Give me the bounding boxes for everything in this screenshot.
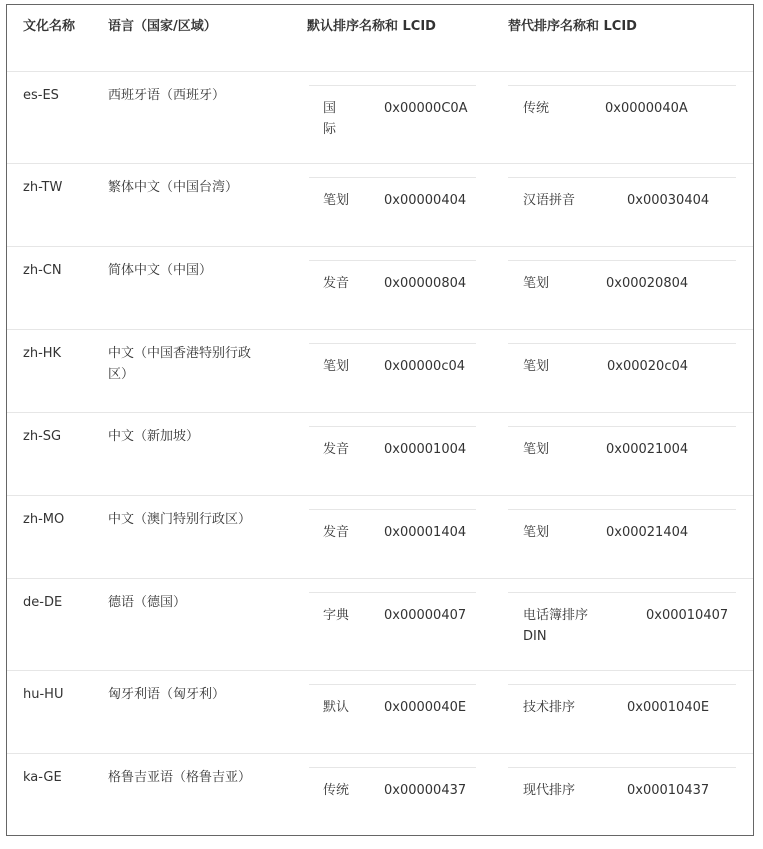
- alternate-sort-name: 笔划: [523, 276, 550, 291]
- alternate-sort-name: 电话簿排序 DIN: [523, 608, 589, 644]
- default-sort-name: 发音: [323, 442, 350, 457]
- alternate-sort-lcid: 0x00021004: [606, 442, 689, 457]
- sub-table-divider: [309, 85, 476, 86]
- language-name: 匈牙利语（匈牙利）: [108, 687, 226, 702]
- culture-name: hu-HU: [23, 687, 64, 702]
- culture-name: zh-MO: [23, 512, 65, 527]
- sort-order-table: [6, 4, 754, 836]
- culture-name: es-ES: [23, 88, 59, 103]
- alternate-sort-name: 笔划: [523, 359, 550, 374]
- culture-name: zh-CN: [23, 263, 62, 278]
- default-sort-lcid: 0x00000437: [384, 783, 467, 798]
- alternate-sort-name: 汉语拼音: [523, 193, 576, 208]
- culture-name: ka-GE: [23, 770, 62, 785]
- culture-name: de-DE: [23, 595, 63, 610]
- alternate-sort-name: 传统: [523, 101, 550, 116]
- default-sort-lcid: 0x00001004: [384, 442, 467, 457]
- default-sort-name: 传统: [323, 783, 350, 798]
- alternate-sort-name: 现代排序: [523, 783, 576, 798]
- alternate-sort-lcid: 0x00020804: [606, 276, 689, 291]
- header-language: 语言（国家/区域）: [108, 19, 217, 34]
- table-row: [7, 246, 753, 330]
- alternate-sort-name: 笔划: [523, 442, 550, 457]
- table-row: [7, 578, 753, 671]
- table-row: [7, 495, 753, 579]
- table-row: [7, 412, 753, 496]
- sub-table-divider: [309, 343, 476, 344]
- default-sort-lcid: 0x00000404: [384, 193, 467, 208]
- alternate-sort-lcid: 0x00010437: [627, 783, 710, 798]
- sub-table-divider: [309, 684, 476, 685]
- sub-table-divider: [508, 592, 736, 593]
- default-sort-lcid: 0x00000C0A: [384, 101, 468, 116]
- table-row: [7, 71, 753, 164]
- language-name: 中文（中国香港特别行政区）: [108, 346, 252, 382]
- sub-table-divider: [508, 343, 736, 344]
- header-default-sort: 默认排序名称和 LCID: [307, 19, 436, 34]
- alternate-sort-name: 技术排序: [523, 700, 576, 715]
- default-sort-name: 国际: [323, 101, 337, 137]
- table-row: [7, 753, 753, 836]
- sub-table-divider: [508, 85, 736, 86]
- language-name: 中文（澳门特别行政区）: [108, 512, 252, 527]
- sub-table-divider: [508, 177, 736, 178]
- sub-table-divider: [508, 426, 736, 427]
- default-sort-lcid: 0x0000040E: [384, 700, 467, 715]
- alternate-sort-lcid: 0x00010407: [646, 608, 729, 623]
- language-name: 简体中文（中国）: [108, 263, 213, 278]
- table-row: [7, 670, 753, 754]
- default-sort-name: 默认: [323, 700, 350, 715]
- sub-table-divider: [309, 592, 476, 593]
- sub-table-divider: [508, 509, 736, 510]
- default-sort-name: 字典: [323, 608, 350, 623]
- sub-table-divider: [508, 260, 736, 261]
- language-name: 中文（新加坡）: [108, 429, 200, 444]
- sub-table-divider: [508, 767, 736, 768]
- table-row: [7, 329, 753, 413]
- default-sort-name: 发音: [323, 276, 350, 291]
- table-header-row: [7, 5, 753, 71]
- language-name: 繁体中文（中国台湾）: [108, 180, 239, 195]
- default-sort-lcid: 0x00000c04: [384, 359, 466, 374]
- alternate-sort-lcid: 0x00030404: [627, 193, 710, 208]
- default-sort-lcid: 0x00000804: [384, 276, 467, 291]
- default-sort-lcid: 0x00001404: [384, 525, 467, 540]
- sub-table-divider: [309, 260, 476, 261]
- culture-name: zh-HK: [23, 346, 62, 361]
- culture-name: zh-TW: [23, 180, 63, 195]
- default-sort-name: 笔划: [323, 359, 350, 374]
- culture-name: zh-SG: [23, 429, 62, 444]
- language-name: 格鲁吉亚语（格鲁吉亚）: [108, 770, 252, 785]
- alternate-sort-lcid: 0x00021404: [606, 525, 689, 540]
- default-sort-name: 笔划: [323, 193, 350, 208]
- sub-table-divider: [309, 767, 476, 768]
- language-name: 德语（德国）: [108, 595, 187, 610]
- default-sort-lcid: 0x00000407: [384, 608, 467, 623]
- language-name: 西班牙语（西班牙）: [108, 88, 226, 103]
- alternate-sort-lcid: 0x00020c04: [607, 359, 689, 374]
- default-sort-name: 发音: [323, 525, 350, 540]
- alternate-sort-name: 笔划: [523, 525, 550, 540]
- alternate-sort-lcid: 0x0001040E: [627, 700, 710, 715]
- sub-table-divider: [309, 509, 476, 510]
- header-alternate-sort: 替代排序名称和 LCID: [508, 19, 637, 34]
- sub-table-divider: [508, 684, 736, 685]
- header-culture: 文化名称: [23, 19, 76, 34]
- alternate-sort-lcid: 0x0000040A: [605, 101, 688, 116]
- sub-table-divider: [309, 426, 476, 427]
- sub-table-divider: [309, 177, 476, 178]
- table-row: [7, 163, 753, 247]
